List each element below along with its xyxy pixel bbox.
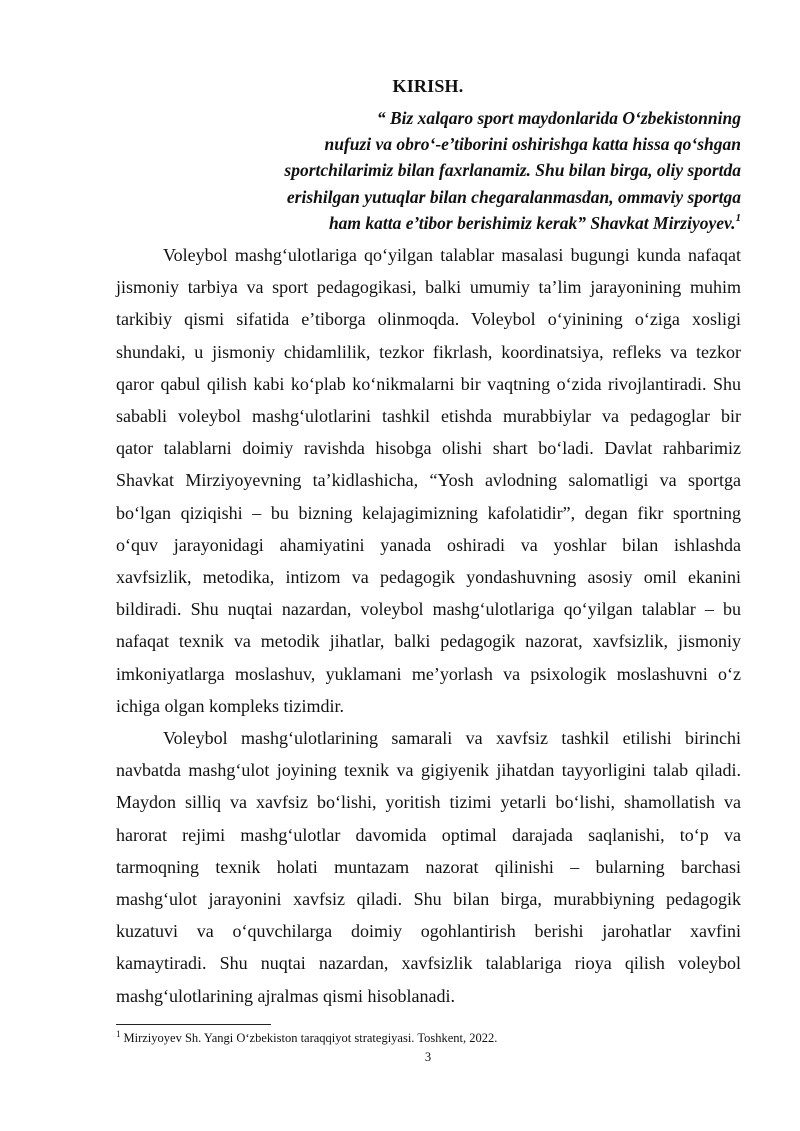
paragraph-line: shundaki, u jismoniy chidamlilik, tezkor fikrlash, koordinatsiya, refleks va tezkor xyxy=(116,341,741,362)
footnote-text: Mirziyoyev Sh. Yangi O‘zbekiston taraqqiyot strategiyasi. Toshkent, 2022. xyxy=(123,1031,498,1045)
paragraph-line: kuzatuvi va o‘quvchilarga doimiy ogohlantirish berishi jarohatlar xavfini xyxy=(116,921,741,942)
epigraph-line: sportchilarimiz bilan faxrlanamiz. Shu bilan birga, oliy sportda xyxy=(284,160,741,181)
section-title: KIRISH. xyxy=(392,76,464,96)
paragraph-line: imkoniyatlarga moslashuv, yuklamani me’yorlash va psixologik moslashuvni o‘z xyxy=(116,663,741,684)
paragraph xyxy=(116,239,741,722)
footnote xyxy=(116,1031,497,1046)
epigraph-line: “ Biz xalqaro sport maydonlarida O‘zbekistonning xyxy=(376,108,741,128)
paragraph-line: Voleybol mashg‘ulotlarining samarali va xavfsiz tashkil etilishi birinchi xyxy=(163,728,741,749)
paragraph-line: bildiradi. Shu nuqtai nazardan, voleybol mashg‘ulotlariga qo‘yilgan talablar – bu xyxy=(116,599,741,620)
page-number: 3 xyxy=(424,1050,432,1064)
paragraph-line: tarmoqning texnik holati muntazam nazorat qilinishi – bularning barchasi xyxy=(116,856,741,877)
epigraph-line-text: ham katta e’tibor berishimiz kerak” Shavkat Mirziyoyev. xyxy=(328,212,736,233)
epigraph-line: nufuzi va obro‘-e’tiborini oshirishga katta hissa qo‘shgan xyxy=(324,134,741,155)
paragraph-line: xavfsizlik, metodika, intizom va pedagogik yondashuvning asosiy omil ekanini xyxy=(116,567,741,588)
paragraph-line: bo‘lgan qiziqishi – bu bizning kelajagimizning kafolatidir”, degan fikr sportning xyxy=(116,502,741,523)
paragraph-line: Shavkat Mirziyoyevning ta’kidlashicha, “Yosh avlodning salomatligi va sportga xyxy=(116,470,741,491)
paragraph-line: kamaytiradi. Shu nuqtai nazardan, xavfsizlik talablariga rioya qilish voleybol xyxy=(116,953,741,974)
paragraph-line: sababli voleybol mashg‘ulotlarini tashkil etishda murabbiylar va pedagoglar bir xyxy=(116,406,741,427)
paragraph-line: mashg‘ulotlarining ajralmas qismi hisoblanadi. xyxy=(116,985,455,1006)
epigraph-quote xyxy=(200,105,741,236)
paragraph-line: qator talablarni doimiy ravishda hisobga olishi shart bo‘ladi. Davlat rahbarimiz xyxy=(116,438,741,459)
body-text xyxy=(116,239,741,1012)
paragraph-line: qaror qabul qilish kabi ko‘plab ko‘nikmalarni bir vaqtning o‘zida rivojlantiradi. Shu xyxy=(116,373,741,394)
paragraph xyxy=(116,722,741,1012)
paragraph-line: navbatda mashg‘ulot joyining texnik va gigiyenik jihatdan tayyorligini talab qiladi. xyxy=(116,760,741,781)
footnote-marker: 1 xyxy=(116,1029,121,1039)
paragraph-line: harorat rejimi mashg‘ulotlar davomida optimal darajada saqlanishi, to‘p va xyxy=(116,824,741,845)
paragraph-line: Voleybol mashg‘ulotlariga qo‘yilgan talablar masalasi bugungi kunda nafaqat xyxy=(163,245,741,265)
paragraph-line: mashg‘ulot jarayonini xavfsiz qiladi. Shu bilan birga, murabbiyning pedagogik xyxy=(116,889,741,910)
paragraph-line: tarkibiy qismi sifatida e’tiborga olinmoqda. Voleybol o‘yinining o‘ziga xosligi xyxy=(116,309,741,330)
footnote-reference[interactable]: 1 xyxy=(735,211,741,224)
paragraph-line: o‘quv jarayonidagi ahamiyatini yanada oshiradi va yoshlar bilan ishlashda xyxy=(116,534,741,555)
footnote-separator xyxy=(116,1024,271,1025)
paragraph-line: Maydon silliq va xavfsiz bo‘lishi, yoritish tizimi yetarli bo‘lishi, shamollatish va xyxy=(116,792,741,813)
epigraph-line: erishilgan yutuqlar bilan chegaralanmasdan, ommaviy sportga xyxy=(286,186,741,207)
paragraph-line: nafaqat texnik va metodik jihatlar, balki pedagogik nazorat, xavfsizlik, jismoniy xyxy=(116,631,741,652)
epigraph-line-last xyxy=(200,210,741,236)
paragraph-line: jismoniy tarbiya va sport pedagogikasi, balki umumiy ta’lim jarayonining muhim xyxy=(116,277,741,298)
paragraph-line: ichiga olgan kompleks tizimdir. xyxy=(116,695,344,716)
